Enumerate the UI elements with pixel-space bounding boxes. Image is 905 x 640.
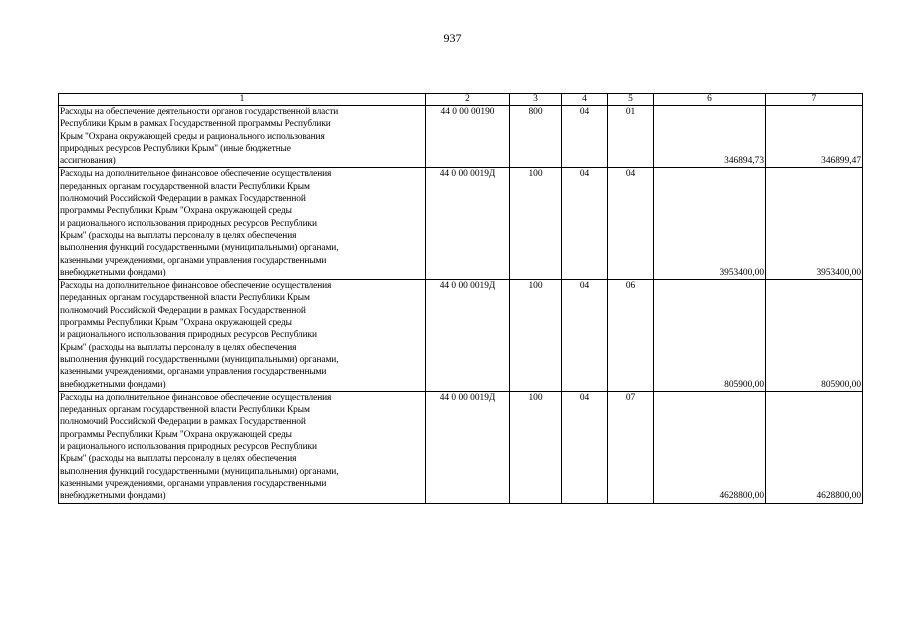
table-row: [59, 391, 863, 503]
row-description: Расходы на дополнительное финансовое обеспечение осуществления переданных органам государственной власти Республики Крым полномочий Российской Федерации в рамках Государственной программы Республики Крым "Охрана окружающей среды и рационального использования природных ресурсов Республики Крым" (расходы на выплаты персоналу в целях обеспечения выполнения функций государственными (муниципальными) органами, казенными учреждениями, органами управления государственными внебюджетными фондами): [59, 280, 426, 392]
subsection-code: 01: [608, 106, 654, 168]
table-header-row: [59, 94, 863, 106]
expense-type-code: 100: [510, 280, 562, 392]
column-header: 3: [510, 94, 562, 106]
column-header: 7: [766, 94, 863, 106]
column-header: 4: [562, 94, 608, 106]
table-row: [59, 106, 863, 168]
target-article-code: 44 0 00 0019Д: [426, 280, 510, 392]
amount-year-1: 805900,00: [654, 280, 766, 392]
amount-year-2: 346899,47: [766, 106, 863, 168]
column-header: 1: [59, 94, 426, 106]
subsection-code: 07: [608, 391, 654, 503]
column-header: 6: [654, 94, 766, 106]
subsection-code: 04: [608, 168, 654, 280]
section-code: 04: [562, 168, 608, 280]
amount-year-1: 3953400,00: [654, 168, 766, 280]
amount-year-1: 346894,73: [654, 106, 766, 168]
section-code: 04: [562, 391, 608, 503]
page-number: 937: [443, 31, 462, 45]
row-description: Расходы на дополнительное финансовое обеспечение осуществления переданных органам государственной власти Республики Крым полномочий Российской Федерации в рамках Государственной программы Республики Крым "Охрана окружающей среды и рационального использования природных ресурсов Республики Крым" (расходы на выплаты персоналу в целях обеспечения выполнения функций государственными (муниципальными) органами, казенными учреждениями, органами управления государственными внебюджетными фондами): [59, 168, 426, 280]
amount-year-2: 3953400,00: [766, 168, 863, 280]
section-code: 04: [562, 280, 608, 392]
row-description: Расходы на обеспечение деятельности органов государственной власти Республики Крым в рамках Государственной программы Республики Крым "Охрана окружающей среды и рационального использования природных ресурсов Республики Крым" (иные бюджетные ассигнования): [59, 106, 426, 168]
amount-year-2: 4628800,00: [766, 391, 863, 503]
row-description: Расходы на дополнительное финансовое обеспечение осуществления переданных органам государственной власти Республики Крым полномочий Российской Федерации в рамках Государственной программы Республики Крым "Охрана окружающей среды и рационального использования природных ресурсов Республики Крым" (расходы на выплаты персоналу в целях обеспечения выполнения функций государственными (муниципальными) органами, казенными учреждениями, органами управления государственными внебюджетными фондами): [59, 391, 426, 503]
table-row: [59, 168, 863, 280]
column-header: 5: [608, 94, 654, 106]
column-header: 2: [426, 94, 510, 106]
target-article-code: 44 0 00 0019Д: [426, 168, 510, 280]
expense-type-code: 100: [510, 391, 562, 503]
amount-year-1: 4628800,00: [654, 391, 766, 503]
target-article-code: 44 0 00 0019Д: [426, 391, 510, 503]
expense-type-code: 100: [510, 168, 562, 280]
amount-year-2: 805900,00: [766, 280, 863, 392]
table-row: [59, 280, 863, 392]
target-article-code: 44 0 00 00190: [426, 106, 510, 168]
budget-table: [58, 93, 863, 504]
section-code: 04: [562, 106, 608, 168]
subsection-code: 06: [608, 280, 654, 392]
expense-type-code: 800: [510, 106, 562, 168]
